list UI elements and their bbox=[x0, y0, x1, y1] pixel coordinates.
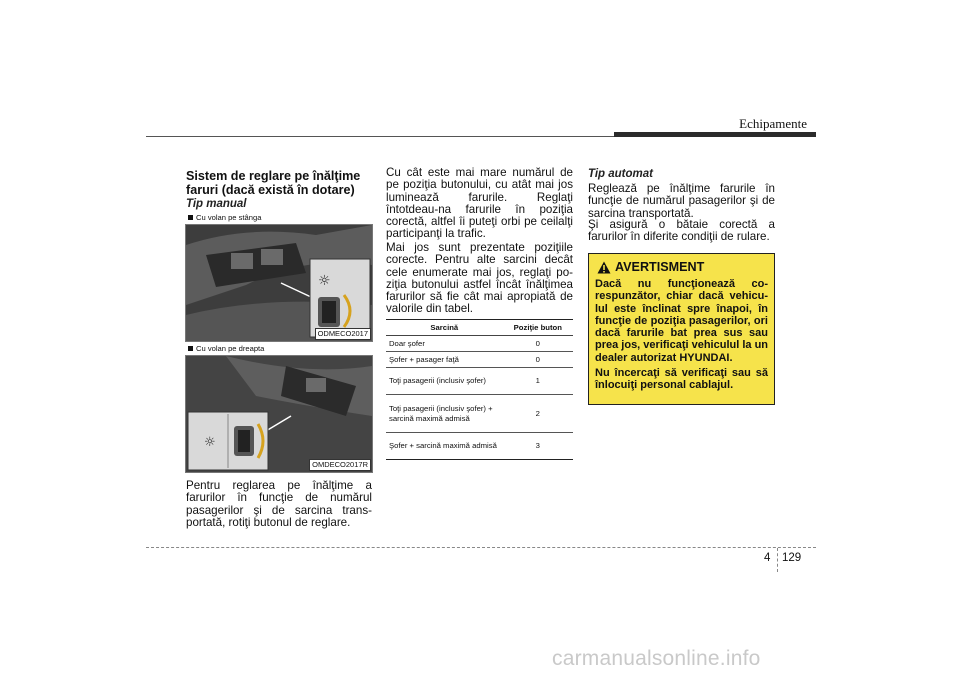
table-cell-position: 0 bbox=[503, 352, 573, 368]
table-cell-position: 2 bbox=[503, 395, 573, 433]
table-row bbox=[386, 336, 573, 352]
table-row bbox=[386, 368, 573, 395]
photo2-label: Cu volan pe dreapta bbox=[188, 344, 264, 353]
svg-text:☼: ☼ bbox=[318, 273, 331, 289]
warning-text-2: Nu încercaţi să verificaţi sau să înlocuiţi personal cablajul. bbox=[595, 367, 768, 392]
footer-rule bbox=[146, 547, 816, 548]
header-rule-accent bbox=[614, 132, 816, 137]
table-cell-load: Doar şofer bbox=[386, 336, 503, 352]
table-cell-load: Şofer + sarcină maximă admisă bbox=[386, 433, 503, 460]
photo1-code: ODMECO2017 bbox=[315, 328, 371, 340]
table-header-position: Poziţie buton bbox=[503, 320, 573, 336]
table-row bbox=[386, 433, 573, 460]
auto-paragraph-1: Reglează pe înălţime farurile în funcţie de numărul pasagerilor şi de sarcina transportată. bbox=[588, 182, 775, 220]
table-header-row bbox=[386, 320, 573, 336]
load-position-table bbox=[386, 319, 573, 460]
table-cell-position: 3 bbox=[503, 433, 573, 460]
manual-subtitle: Tip manual bbox=[186, 198, 247, 210]
auto-paragraph-2: Şi asigură o bătaie corectă a farurilor în diferite condiţii de rulare. bbox=[588, 218, 775, 244]
svg-text:☼: ☼ bbox=[204, 435, 216, 450]
photo2-code: OMDECO2017R bbox=[309, 459, 371, 471]
middle-paragraph-1: Cu cât este mai mare numărul de pe poziţia butonului, cu atât mai jos luminează farurile. Reglaţi întotdeau-na farurile în poziţia corectă, altfel îi puteţi orbi pe ceilalţi participanţi la trafic. bbox=[386, 166, 573, 241]
manual-instructions: Pentru reglarea pe înălţime a farurilor în funcţie de numărul pasagerilor şi de sarcina trans-portată, rotiţi butonul de reglare. bbox=[186, 479, 372, 529]
warning-text-1: Dacă nu funcţionează co-respunzător, chiar dacă vehicu-lul este înclinat spre înapoi, în funcţie de poziţia pasagerilor, ori dacă farurile bat prea sus sau prea jos, verificaţi vehiculul la un dealer autorizat HYUNDAI. bbox=[595, 278, 769, 364]
table-cell-position: 0 bbox=[503, 336, 573, 352]
table-row bbox=[386, 352, 573, 368]
middle-paragraph-2: Mai jos sunt prezentate poziţiile corecte. Pentru alte sarcini decât cele enumerate mai jos, reglaţi po-ziţia butonului astfel încât înălţimea farurilor să fie cât mai apropiată de valorile din tabel. bbox=[386, 241, 573, 316]
header-rule bbox=[146, 136, 616, 137]
watermark: carmanualsonline.info bbox=[552, 647, 761, 670]
table-cell-position: 1 bbox=[503, 368, 573, 395]
control-photo-lhd bbox=[185, 224, 373, 342]
table-cell-load: Şofer + pasager faţă bbox=[386, 352, 503, 368]
photo1-label: Cu volan pe stânga bbox=[188, 213, 261, 222]
warning-header bbox=[597, 260, 768, 274]
table-header-load: Sarcină bbox=[386, 320, 503, 336]
chapter-number: 4 bbox=[764, 552, 771, 564]
footer-separator bbox=[777, 548, 778, 572]
warning-triangle-icon bbox=[597, 261, 611, 274]
table-row bbox=[386, 395, 573, 433]
page-number: 129 bbox=[782, 552, 802, 564]
auto-subtitle: Tip automat bbox=[588, 168, 653, 180]
table-cell-load: Toţi pasagerii (inclusiv şofer) bbox=[386, 368, 503, 395]
control-photo-rhd bbox=[185, 355, 373, 473]
table-cell-load: Toţi pasagerii (inclusiv şofer) + sarcină maximă admisă bbox=[386, 395, 503, 433]
header-title: Echipamente bbox=[739, 116, 807, 131]
warning-box bbox=[588, 253, 775, 405]
section-title: Sistem de reglare pe înălţime faruri (dacă există în dotare) bbox=[186, 169, 361, 197]
warning-title: AVERTISMENT bbox=[615, 260, 705, 274]
